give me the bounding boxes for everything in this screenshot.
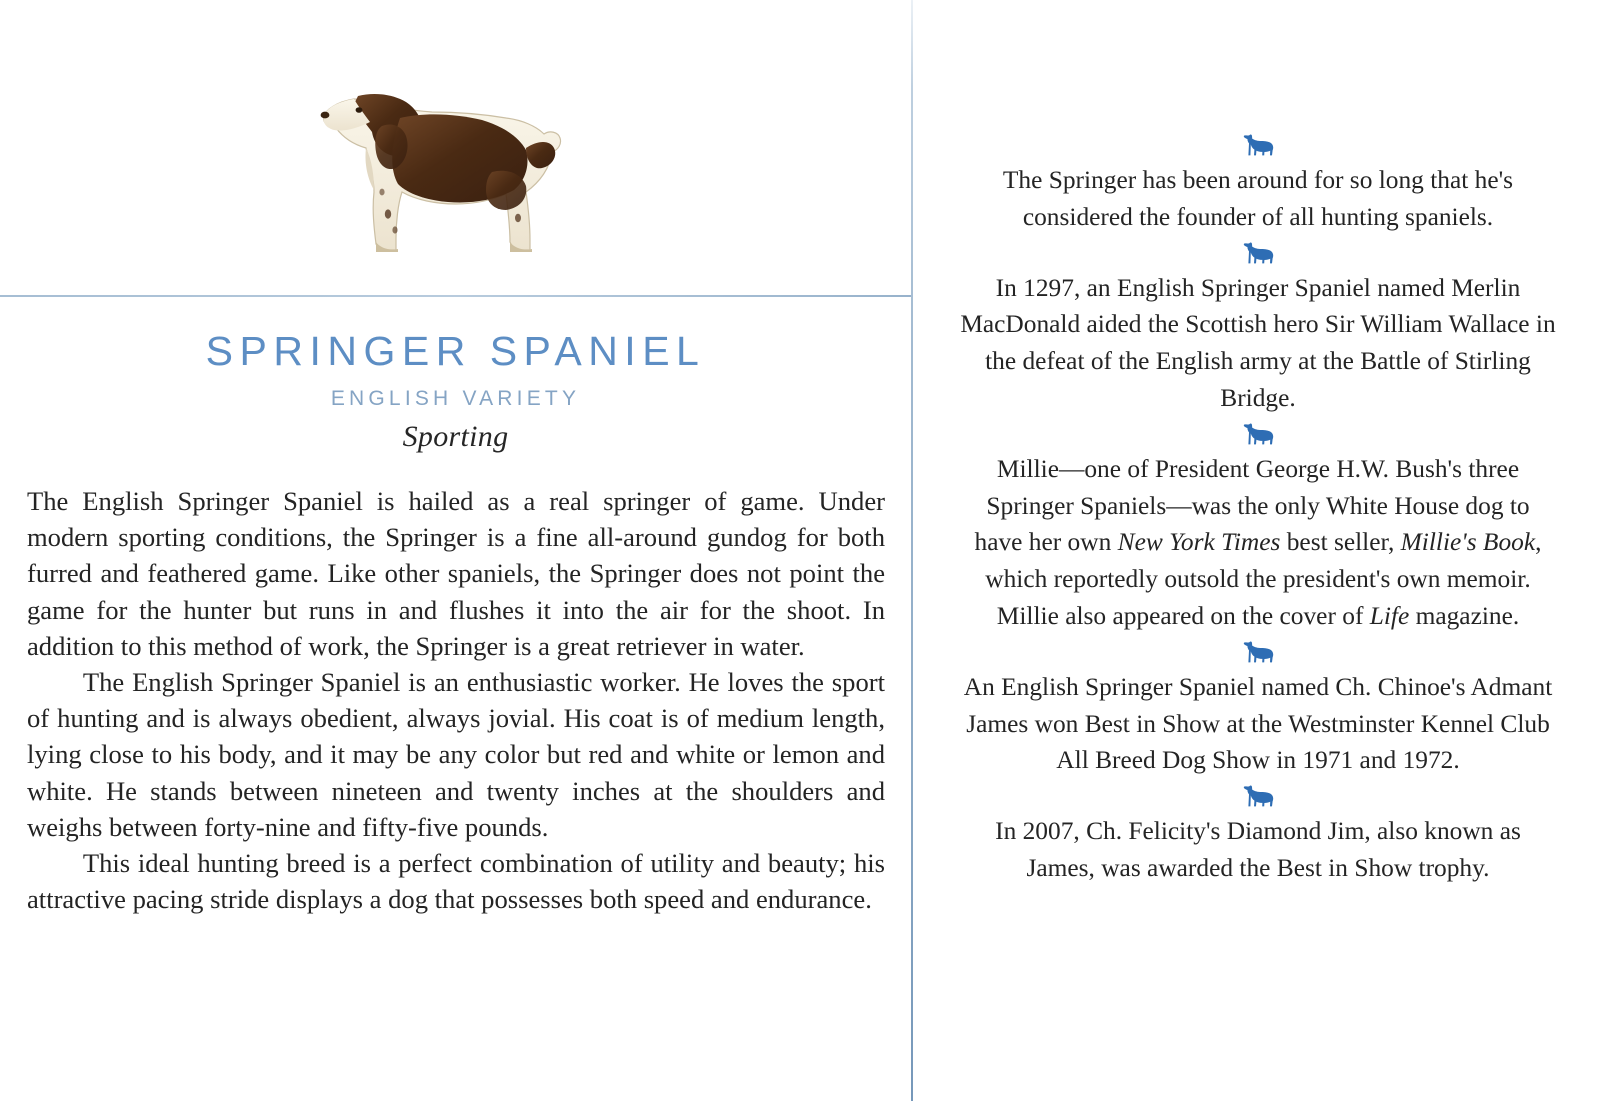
breed-description [27,483,885,917]
description-paragraph: The English Springer Spaniel is hailed as a real springer of game. Under modern sporting conditions, the Springer is a fine all-around gundog for both furred and feathered game. Like other spaniels, the Springer does not point the game for the hunter but runs in and flushes it into the air for the shoot. In addition to this method of work, the Springer is a great retriever in water. [27,486,885,661]
spaniel-silhouette-icon [958,779,1558,813]
fact-item: Millie—one of President George H.W. Bush's three Springer Spaniels—was the only White House dog to have her own New York Times best seller, Millie's Book, which reportedly outsold the president's own memoir. Millie also appeared on the cover of Life magazine. [974,454,1542,630]
fact-item: In 1297, an English Springer Spaniel named Merlin MacDonald aided the Scottish hero Sir William Wallace in the defeat of the English army at the Battle of Stirling Bridge. [960,273,1556,412]
breed-facts-list [958,128,1558,887]
breed-variety-subtitle: ENGLISH VARIETY [330,387,581,411]
fact-item: An English Springer Spaniel named Ch. Chinoe's Admant James won Best in Show at the Westminster Kennel Club All Breed Dog Show in 1971 and 1972. [963,672,1553,775]
english-springer-spaniel-illustration [296,52,576,264]
fact-item: The Springer has been around for so long that he's considered the founder of all hunting spaniels. [1002,166,1514,231]
description-paragraph: This ideal hunting breed is a perfect combination of utility and beauty; his attractive pacing stride displays a dog that possesses both speed and endurance. [27,848,885,915]
spaniel-silhouette-icon [958,635,1558,669]
page-title: SPRINGER SPANIEL [205,328,706,374]
fact-item: In 2007, Ch. Felicity's Diamond Jim, also known as James, was awarded the Best in Show trophy. [995,817,1521,882]
spaniel-silhouette-icon [958,236,1558,270]
header-divider-rule [0,295,911,297]
breed-group-label: Sporting [402,420,509,454]
spaniel-silhouette-icon [958,128,1558,162]
title-block [0,330,911,454]
spaniel-silhouette-icon [958,417,1558,451]
description-paragraph: The English Springer Spaniel is an enthusiastic worker. He loves the sport of hunting and is always obedient, always jovial. His coat is of medium length, lying close to his body, and it may be any color but red and white or lemon and white. He stands between nineteen and twenty inches at the shoulders and weighs between forty-nine and fifty-five pounds. [27,667,885,842]
right-page [913,0,1600,1101]
